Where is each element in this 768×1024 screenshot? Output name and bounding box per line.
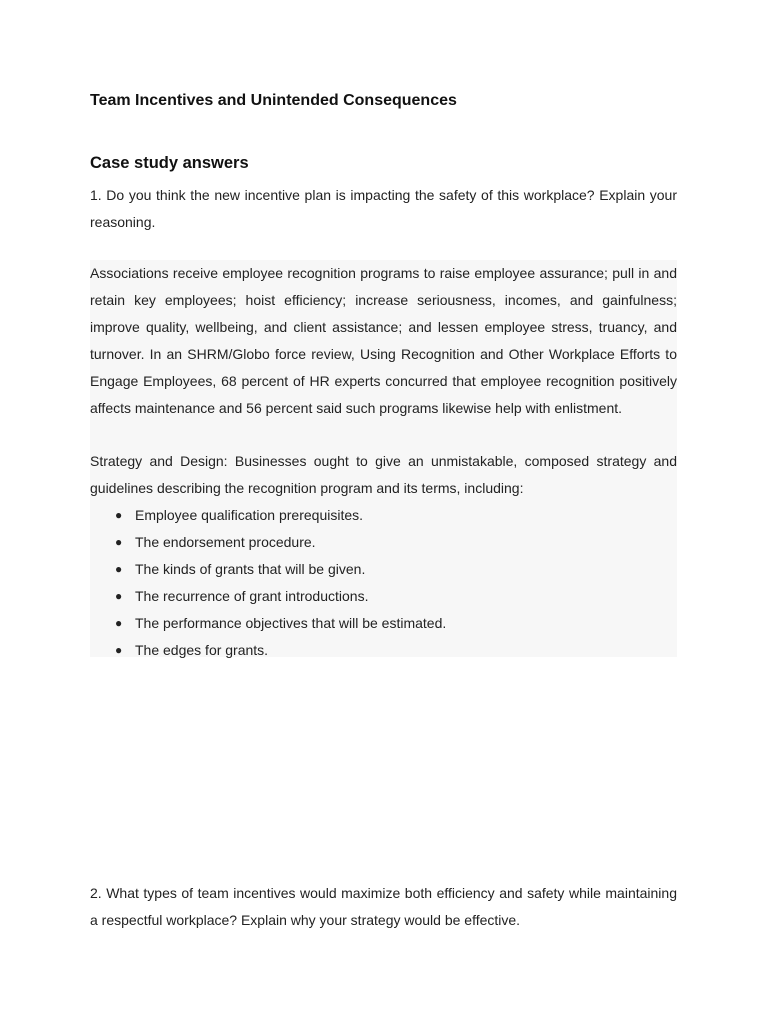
list-item-text: The recurrence of grant introductions. [135,588,369,604]
list-item-text: The edges for grants. [135,642,269,658]
list-item [90,529,677,556]
bullet-icon: ● [115,643,123,657]
section-heading: Case study answers [90,154,249,172]
list-item-text: The kinds of grants that will be given. [135,561,366,577]
list-item [90,583,677,610]
list-item [90,610,677,637]
list-item [90,502,677,529]
question-1: 1. Do you think the new incentive plan is impacting the safety of this workplace? Explain your reasoning. [90,187,677,230]
list-item [90,556,677,583]
bullet-icon: ● [115,616,123,630]
bullet-icon: ● [115,589,123,603]
list-item-text: The endorsement procedure. [135,534,316,550]
bullet-icon: ● [115,562,123,576]
answer-paragraph: Associations receive employee recognition programs to raise employee assurance; pull in and retain key employees; hoist efficiency; increase seriousness, incomes, and gainfulness; improve quality, wellbeing, and client assistance; and lessen employee stress, truancy, and turnover. In an SHRM/Globo force review, Using Recognition and Other Workplace Efforts to Engage Employees, 68 percent of HR experts concurred that employee recognition positively affects maintenance and 56 percent said such programs likewise help with enlistment. [90,265,677,416]
list-item [90,637,677,664]
strategy-paragraph: Strategy and Design: Businesses ought to give an unmistakable, composed strategy and guidelines describing the recognition program and its terms, including: [90,453,677,496]
list-item-text: Employee qualification prerequisites. [135,507,364,523]
requirements-list [90,502,677,664]
question-2: 2. What types of team incentives would maximize both efficiency and safety while maintaining a respectful workplace? Explain why your strategy would be effective. [90,885,677,928]
document-title: Team Incentives and Unintended Consequences [90,92,457,109]
list-item-text: The performance objectives that will be estimated. [135,615,447,631]
bullet-icon: ● [115,508,123,522]
bullet-icon: ● [115,535,123,549]
